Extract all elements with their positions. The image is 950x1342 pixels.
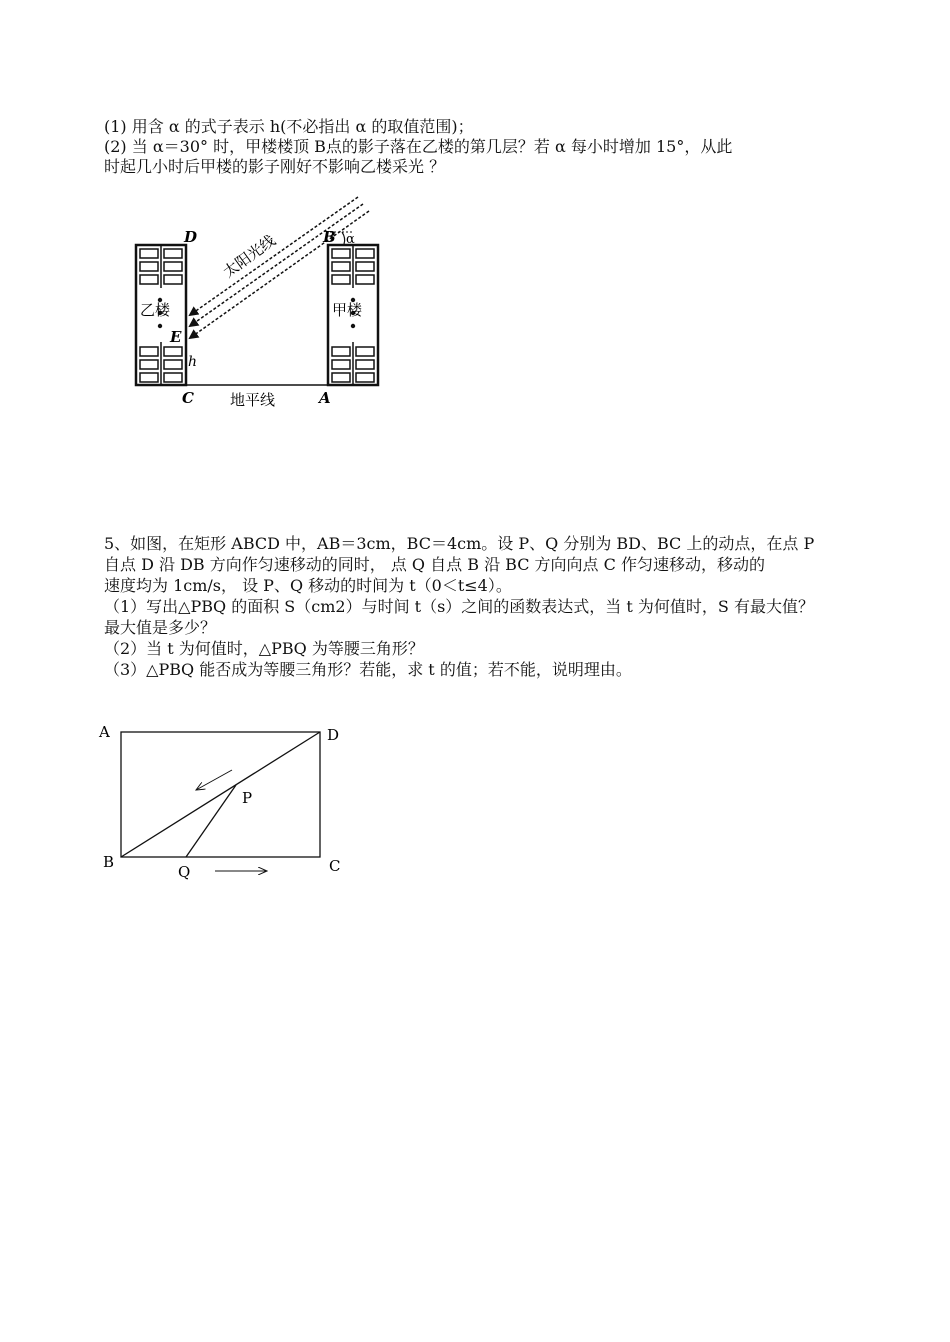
problem5-line-2: 自点 D 沿 DB 方向作匀速移动的同时， 点 Q 自点 B 沿 BC 方向向点 C 作匀速移动，移动的	[104, 555, 765, 574]
building-yi-label: 乙楼	[140, 301, 171, 319]
problem5-line-3: 速度均为 1cm/s， 设 P、Q 移动的时间为 t（0＜t≤4）。	[104, 576, 512, 595]
building-shadow-figure	[120, 190, 390, 415]
diagonal-BD	[121, 732, 320, 857]
sunlight-label: 太阳光线	[219, 231, 279, 282]
question-2-text: (2) 当 α＝30° 时，甲楼楼顶 B点的影子落在乙楼的第几层？若 α 每小时增加 15°，从此	[104, 137, 733, 156]
problem5-line-7: （3）△PBQ 能否成为等腰三角形？若能，求 t 的值；若不能，说明理由。	[104, 660, 632, 679]
point-D-label: D	[184, 228, 198, 246]
segment-PQ	[186, 785, 236, 857]
problem5-line-1: 5、如图，在矩形 ABCD 中，AB＝3cm，BC＝4cm。设 P、Q 分别为 BD、BC 上的动点，在点 P	[104, 534, 815, 553]
problem5-line-6: （2）当 t 为何值时，△PBQ 为等腰三角形？	[104, 639, 424, 658]
point-A-label: A	[319, 389, 331, 407]
problem5-line-5: 最大值是多少？	[104, 618, 217, 637]
point-C-label: C	[329, 857, 341, 875]
problem5-line-4: （1）写出△PBQ 的面积 S（cm2）与时间 t（s）之间的函数表达式，当 t 为何值时，S 有最大值？	[104, 597, 814, 616]
alpha-label: α	[346, 232, 355, 247]
point-E-label: E	[170, 328, 182, 346]
point-C-label: C	[182, 389, 194, 407]
point-B-label: B	[323, 228, 336, 246]
question-2-text-cont: 时起几小时后甲楼的影子刚好不影响乙楼采光 ？	[104, 157, 446, 176]
point-D-label: D	[327, 726, 340, 744]
rectangle-figure	[95, 715, 355, 890]
point-A-label: A	[99, 723, 110, 741]
point-Q-label: Q	[178, 863, 191, 881]
point-P-label: P	[242, 789, 253, 807]
ground-label: 地平线	[230, 391, 276, 409]
h-label: h	[188, 354, 198, 370]
question-1-text: (1) 用含 α 的式子表示 h(不必指出 α 的取值范围)；	[104, 117, 474, 136]
point-B-label: B	[103, 853, 115, 871]
arrow-P-direction	[196, 770, 232, 790]
building-jia-label: 甲楼	[332, 301, 363, 319]
